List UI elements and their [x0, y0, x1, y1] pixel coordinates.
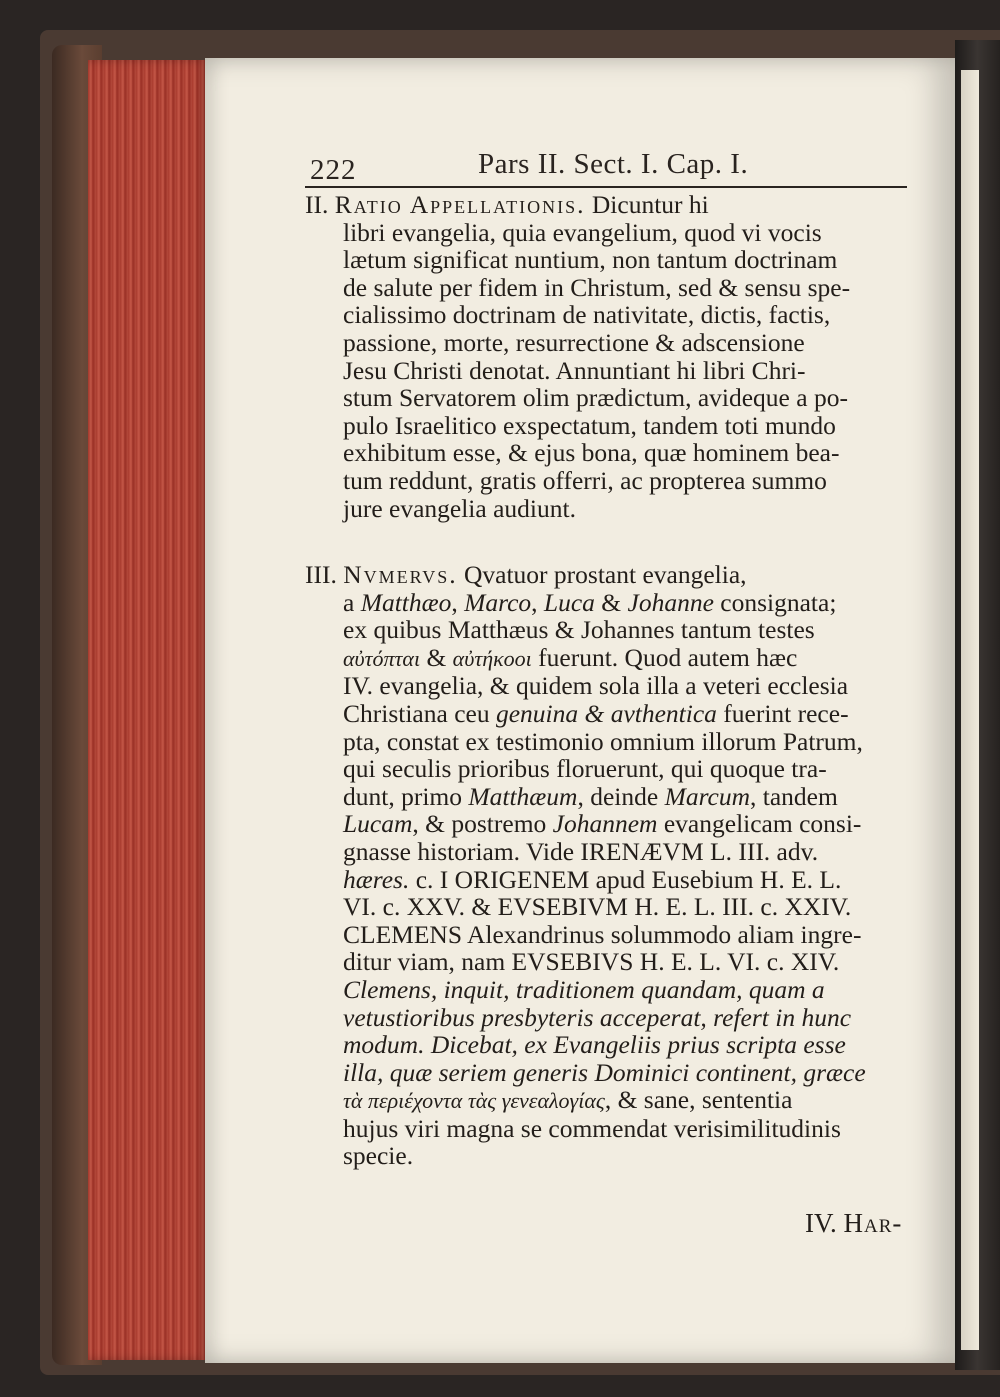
red-page-edges	[88, 60, 208, 1360]
text-line: qui seculis prioribus floruerunt, qui quoque tra-	[343, 754, 827, 784]
text-line: jure evangelia audiunt.	[343, 493, 576, 523]
greek-word: αὐτόπται	[343, 645, 421, 671]
text-line: pulo Israelitico exspectatum, tandem toti mundo	[343, 410, 836, 440]
text-line: ditur viam, nam EVSEBIVS H. E. L. VI. c. XIV.	[343, 947, 840, 977]
text-line: III. Nvmervs. Qvatuor prostant evangelia,	[305, 560, 747, 589]
text-line: Lucam, & postremo Johannem evangelicam consi-	[343, 809, 862, 839]
greek-word: αὐτήκοοι	[452, 645, 532, 671]
text-line: exhibitum esse, & ejus bona, quæ hominem bea-	[343, 438, 840, 468]
text-line: modum. Dicebat, ex Evangeliis prius scripta esse	[343, 1030, 846, 1060]
text-line: Jesu Christi denotat. Annuntiant hi libri Chri-	[343, 355, 806, 385]
text-line: stum Servatorem olim prædictum, avideque a po-	[343, 383, 848, 413]
text-line: vetustioribus presbyteris acceperat, refert in hunc	[343, 1002, 852, 1032]
section-heading: Nvmervs.	[343, 560, 458, 589]
section-number: II.	[305, 190, 329, 219]
right-cover	[955, 40, 1000, 1370]
catchword: IV. Har-	[805, 1208, 903, 1238]
text-line: a Matthæo, Marco, Luca & Johanne consignata;	[343, 587, 837, 617]
section-heading: Ratio Appellationis.	[334, 190, 586, 219]
text-line: αὐτόπται & αὐτήκοοι fuerunt. Quod autem hæc	[343, 642, 798, 672]
text-line: II. Ratio Appellationis. Dicuntur hi	[305, 190, 709, 219]
text-line: cialissimo doctrinam de nativitate, dictis, factis,	[343, 300, 831, 330]
text-line: Christiana ceu genuina & avthentica fuerint rece-	[343, 698, 849, 728]
text-line: specie.	[343, 1141, 414, 1171]
text-line: τὰ περιέχοντα τὰς γενεαλογίας, & sane, sententia	[343, 1085, 793, 1115]
text-line: ex quibus Matthæus & Johannes tantum testes	[343, 615, 815, 645]
text-line: tum reddunt, gratis offerri, ac propterea summo	[343, 465, 827, 495]
text-line: VI. c. XXV. & EVSEBIVM H. E. L. III. c. XXIV.	[343, 892, 852, 922]
header-rule	[305, 186, 907, 188]
text-line: hujus viri magna se commendat verisimilitudinis	[343, 1113, 841, 1143]
text-line: dunt, primo Matthæum, deinde Marcum, tandem	[343, 781, 838, 811]
text-line: gnasse historiam. Vide IRENÆVM L. III. adv.	[343, 836, 819, 866]
text-line: passione, morte, resurrectione & adscensione	[343, 327, 805, 357]
text-line: IV. evangelia, & quidem sola illa a veteri ecclesia	[343, 671, 849, 701]
running-title: Pars II. Sect. I. Cap. I.	[478, 148, 749, 180]
page-number: 222	[310, 154, 357, 186]
text-line: libri evangelia, quia evangelium, quod vi vocis	[343, 217, 822, 247]
text-line: illa, quæ seriem generis Dominici continent, græce	[343, 1057, 866, 1087]
text-line: lætum significat nuntium, non tantum doctrinam	[343, 245, 838, 275]
greek-phrase: τὰ περιέχοντα τὰς γενεαλογίας	[343, 1088, 605, 1114]
section-ratio-appellationis	[305, 191, 915, 522]
text-line: hæres. c. I ORIGENEM apud Eusebium H. E. L.	[343, 864, 842, 894]
facing-page-edge	[961, 70, 979, 1350]
text-line: de salute per fidem in Christum, sed & sensu spe-	[343, 272, 851, 302]
section-number: III.	[305, 560, 337, 589]
text-line: Clemens, inquit, traditionem quandam, quam a	[343, 974, 825, 1004]
page-header	[310, 148, 910, 188]
text-line: CLEMENS Alexandrinus solummodo aliam ingre-	[343, 919, 862, 949]
book-page	[205, 58, 955, 1363]
section-numerus	[305, 561, 915, 1170]
text-line: pta, constat ex testimonio omnium illorum Patrum,	[343, 726, 863, 756]
